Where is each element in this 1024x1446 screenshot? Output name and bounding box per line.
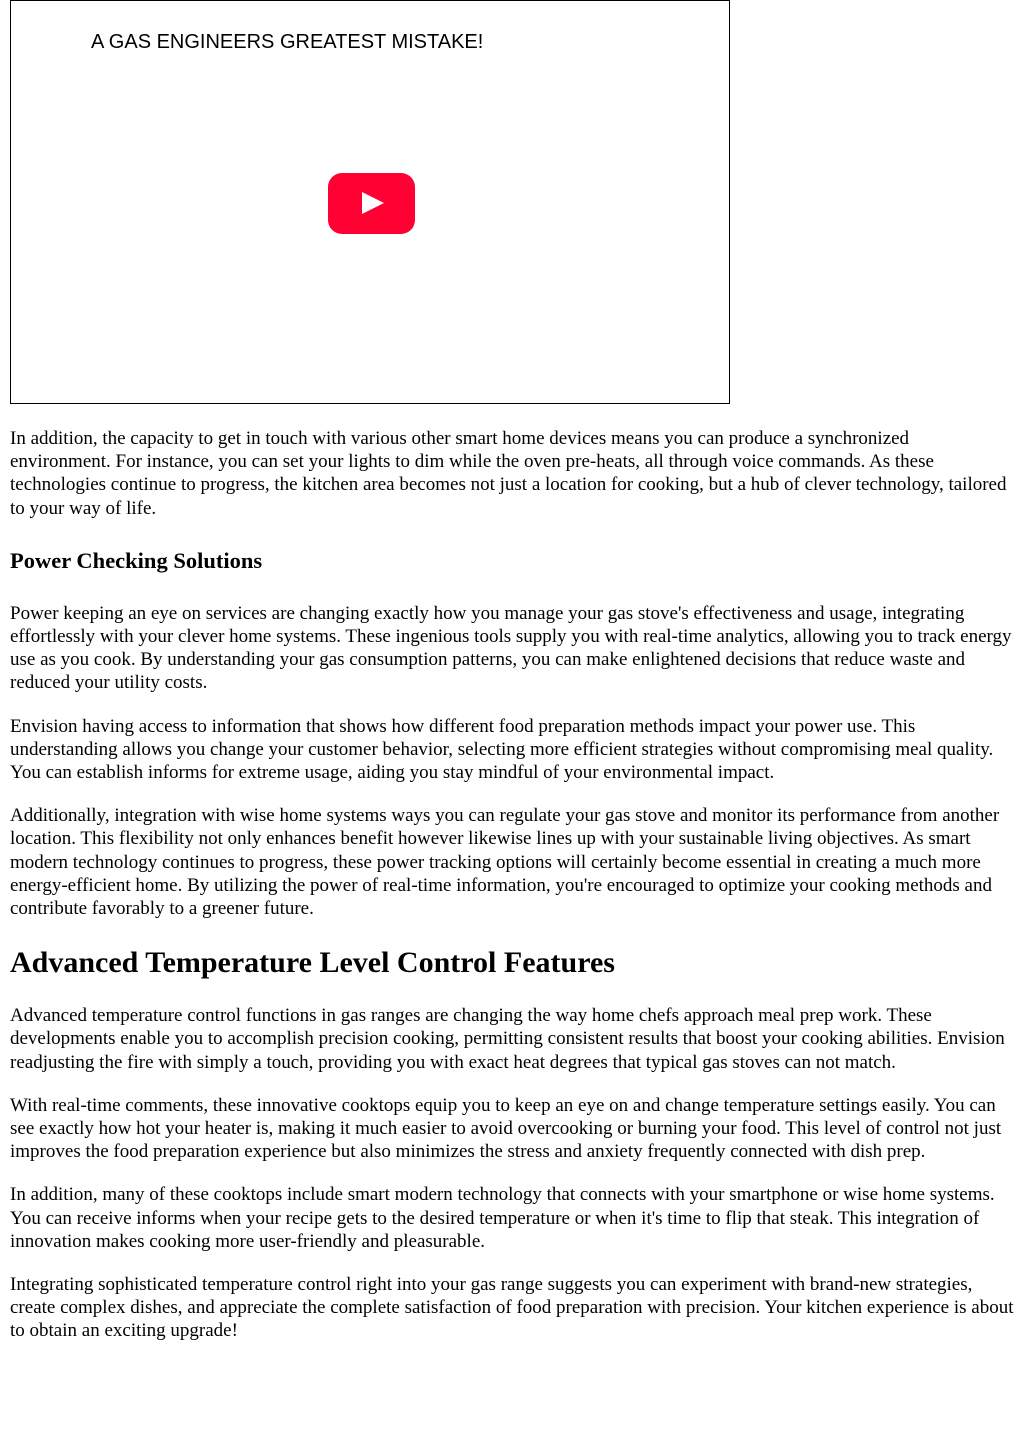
video-title[interactable]: A GAS ENGINEERS GREATEST MISTAKE! [91,31,484,53]
paragraph: Additionally, integration with wise home systems ways you can regulate your gas stove and monitor its performance from another location. This flexibility not only enhances benefit however likewise lines up with your sustainable living objectives. As smart modern technology continues to progress, these power tracking options will certainly become essential in creating a much more energy-efficient home. By utilizing the power of real-time information, you're encouraged to optimize your cooking methods and contribute favorably to a greener future. [10,805,1000,920]
paragraph: Power keeping an eye on services are changing exactly how you manage your gas stove's effectiveness and usage, integrating effortlessly with your clever home systems. These ingenious tools supply you with real-time analytics, allowing you to track energy use as you cook. By understanding your gas consumption patterns, you can make enlightened decisions that reduce waste and reduced your utility costs. [10,602,1012,694]
paragraph: Advanced temperature control functions in gas ranges are changing the way home chefs approach meal prep work. These developments enable you to accomplish precision cooking, permitting consistent results that boost your cooking abilities. Envision readjusting the fire with simply a touch, providing you with exact heat degrees that typical gas stoves can not match. [10,1005,1005,1073]
section-heading-power-checking: Power Checking Solutions [10,547,263,573]
paragraph: Envision having access to information that shows how different food preparation methods impact your power use. This understanding allows you change your customer behavior, selecting more efficient strategies without compromising meal quality. You can establish informs for extreme usage, aiding you stay mindful of your environmental impact. [10,715,994,784]
play-triangle-icon [362,192,384,214]
section-heading-temperature-control: Advanced Temperature Level Control Features [10,946,615,980]
paragraph: In addition, many of these cooktops include smart modern technology that connects with your smartphone or wise home systems. You can receive informs when your recipe gets to the desired temperature or when it's time to flip that steak. This integration of innovation makes cooking more user-friendly and pleasurable. [10,1184,995,1252]
intro-paragraph: In addition, the capacity to get in touch with various other smart home devices means you can produce a synchronized environment. For instance, you can set your lights to dim while the oven pre-heats, all through voice commands. As these technologies continue to progress, the kitchen area becomes not just a location for cooking, but a hub of clever technology, tailored to your way of life. [10,428,1007,519]
paragraph: With real-time comments, these innovative cooktops equip you to keep an eye on and change temperature settings easily. You can see exactly how hot your heater is, making it much easier to avoid overcooking or burning your food. This level of control not just improves the food preparation experience but also minimizes the stress and anxiety frequently connected with dish prep. [10,1094,1002,1163]
video-embed[interactable] [10,0,730,404]
paragraph: Integrating sophisticated temperature control right into your gas range suggests you can experiment with brand-new strategies, create complex dishes, and appreciate the complete satisfaction of food preparation with precision. Your kitchen experience is about to obtain an exciting upgrade! [10,1274,1014,1342]
youtube-play-icon[interactable] [328,173,415,234]
